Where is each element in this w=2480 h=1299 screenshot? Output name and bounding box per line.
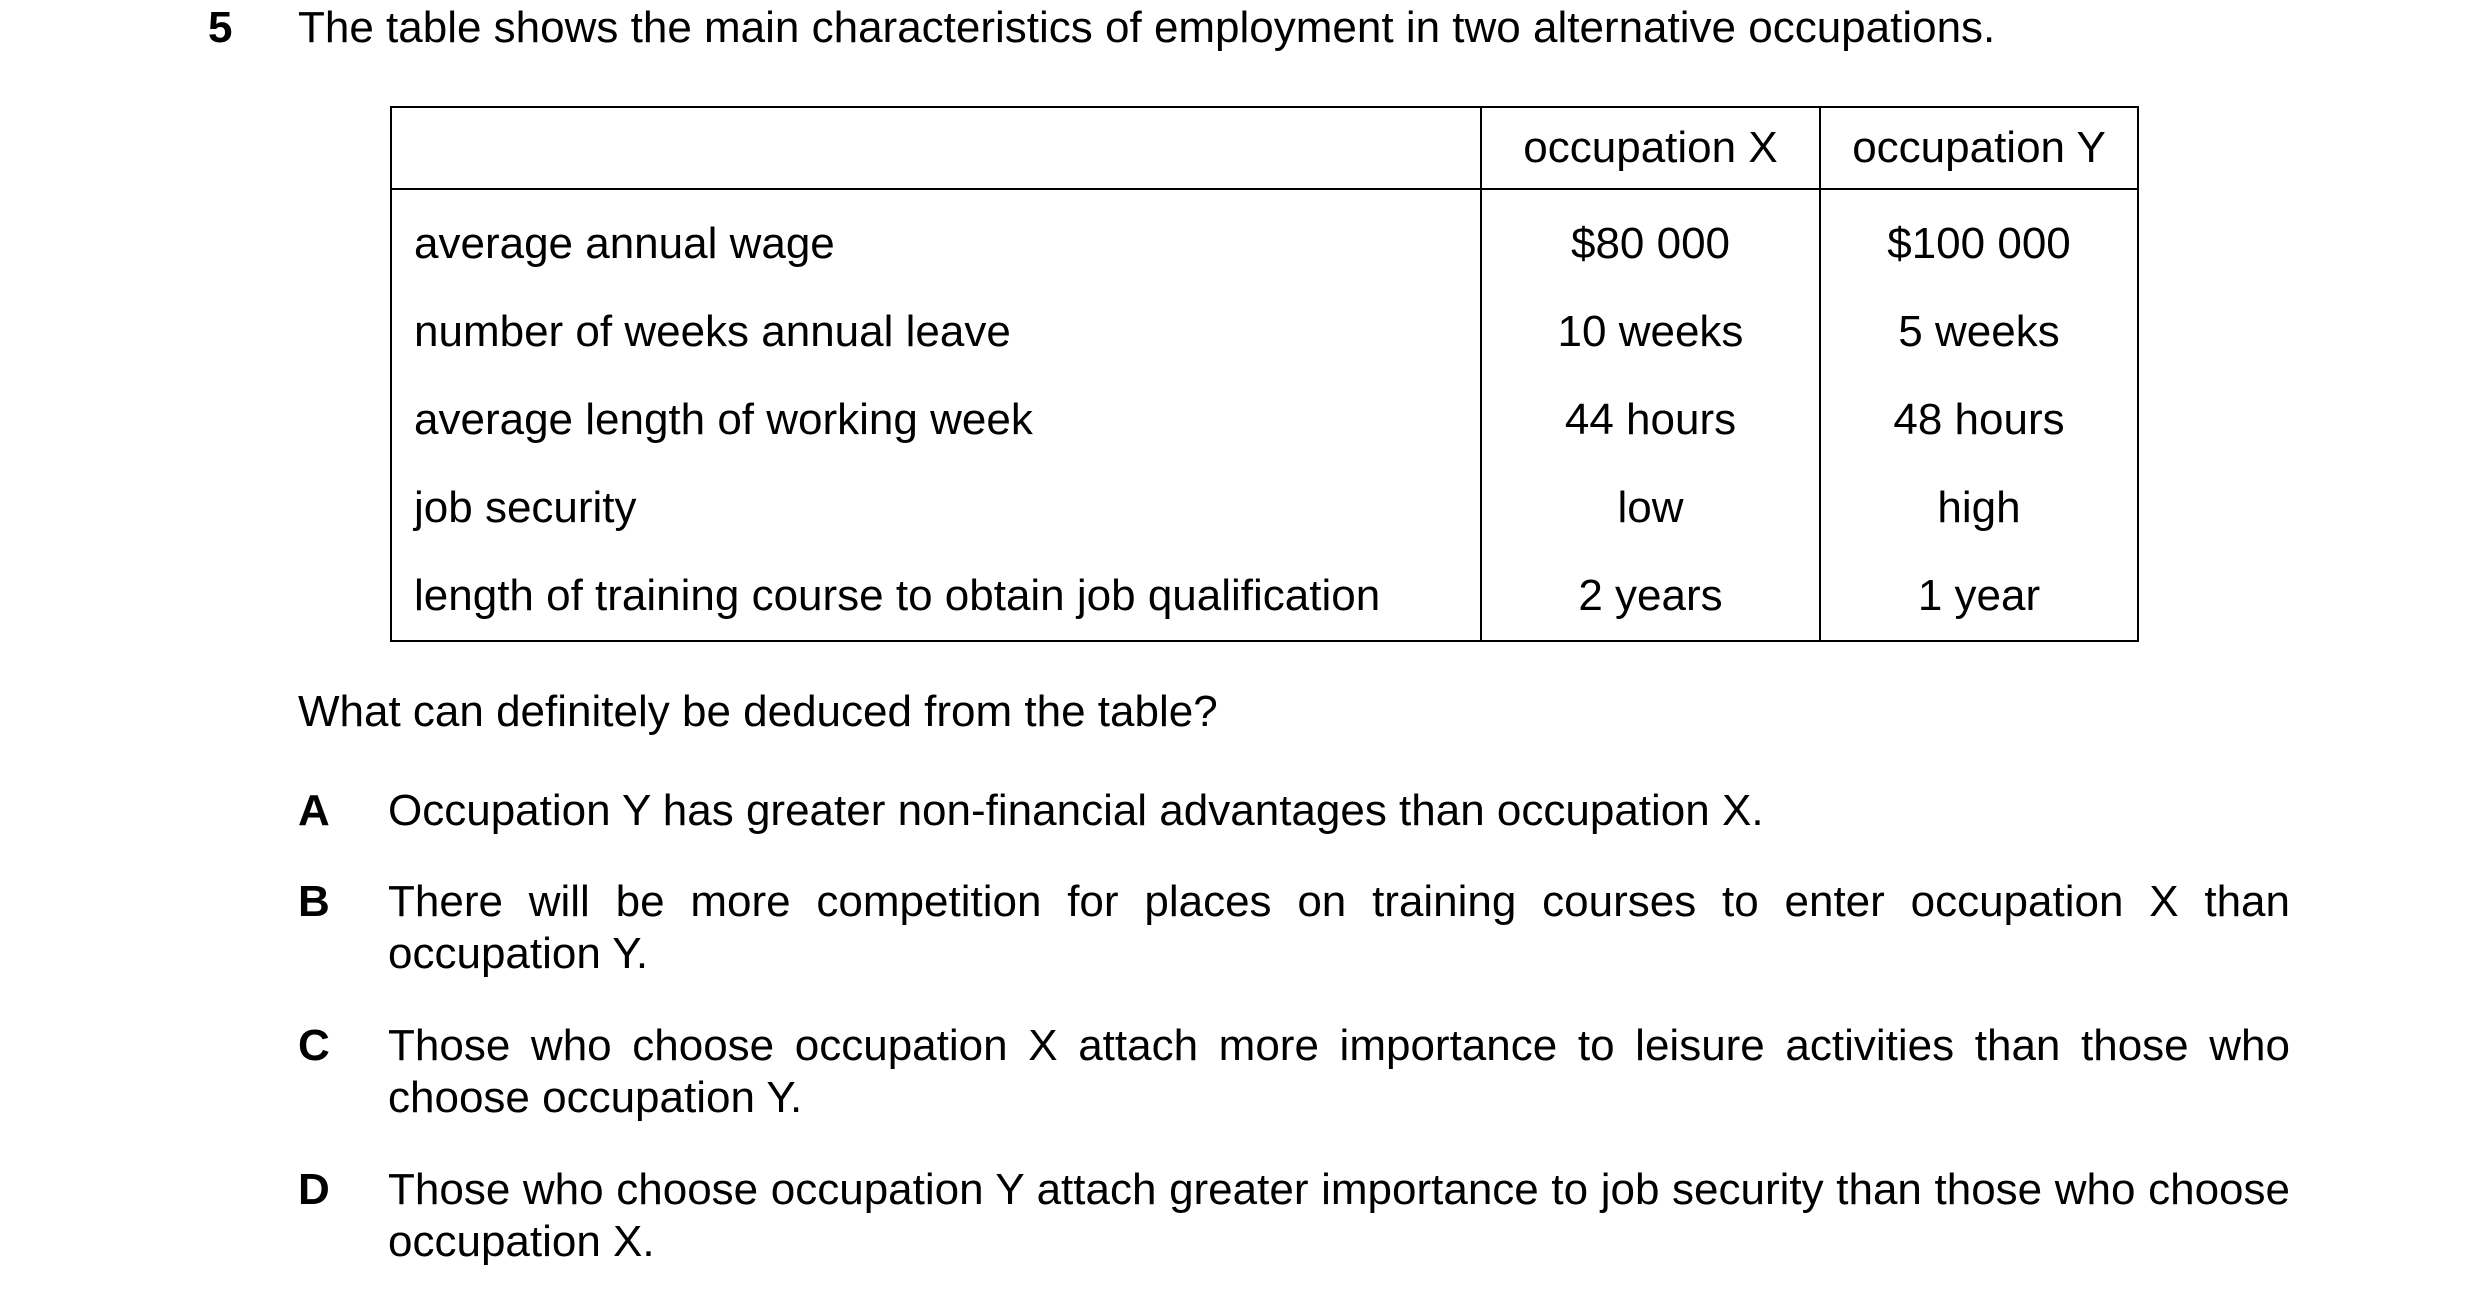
table-row [391, 376, 2138, 464]
occupation-x-value: 10 weeks [1481, 288, 1820, 376]
option-text: There will be more competition for places on training courses to enter occupation X than occupation Y. [388, 877, 2290, 978]
table-row [391, 552, 2138, 641]
question-number: 5 [208, 3, 233, 52]
header-empty-cell [391, 107, 1481, 189]
option-letter: C [298, 1021, 330, 1070]
option-letter: D [298, 1165, 330, 1214]
occupation-x-value: 2 years [1481, 552, 1820, 641]
table-row [391, 189, 2138, 288]
occupation-y-value: 1 year [1820, 552, 2138, 641]
option-text: Occupation Y has greater non-financial advantages than occupation X. [388, 786, 1764, 835]
table-header-row [391, 107, 2138, 189]
occupation-table [390, 106, 2139, 642]
occupation-y-value: 5 weeks [1820, 288, 2138, 376]
option-text: Those who choose occupation X attach more importance to leisure activities than those who choose occupation Y. [388, 1021, 2290, 1122]
header-occupation-x: occupation X [1481, 107, 1820, 189]
occupation-y-value: high [1820, 464, 2138, 552]
row-label: job security [391, 464, 1481, 552]
header-occupation-y: occupation Y [1820, 107, 2138, 189]
table-row [391, 288, 2138, 376]
option-letter: A [298, 786, 330, 835]
occupation-x-value: 44 hours [1481, 376, 1820, 464]
occupation-y-value: $100 000 [1820, 189, 2138, 288]
occupation-x-value: low [1481, 464, 1820, 552]
option-letter: B [298, 877, 330, 926]
occupation-y-value: 48 hours [1820, 376, 2138, 464]
row-label: length of training course to obtain job qualification [391, 552, 1481, 641]
table-row [391, 464, 2138, 552]
question-prompt: What can definitely be deduced from the table? [298, 687, 1218, 736]
question-stem: The table shows the main characteristics of employment in two alternative occupations. [298, 3, 1996, 52]
option-text: Those who choose occupation Y attach greater importance to job security than those who choose occupation X. [388, 1165, 2290, 1266]
row-label: number of weeks annual leave [391, 288, 1481, 376]
occupation-x-value: $80 000 [1481, 189, 1820, 288]
row-label: average annual wage [391, 189, 1481, 288]
row-label: average length of working week [391, 376, 1481, 464]
